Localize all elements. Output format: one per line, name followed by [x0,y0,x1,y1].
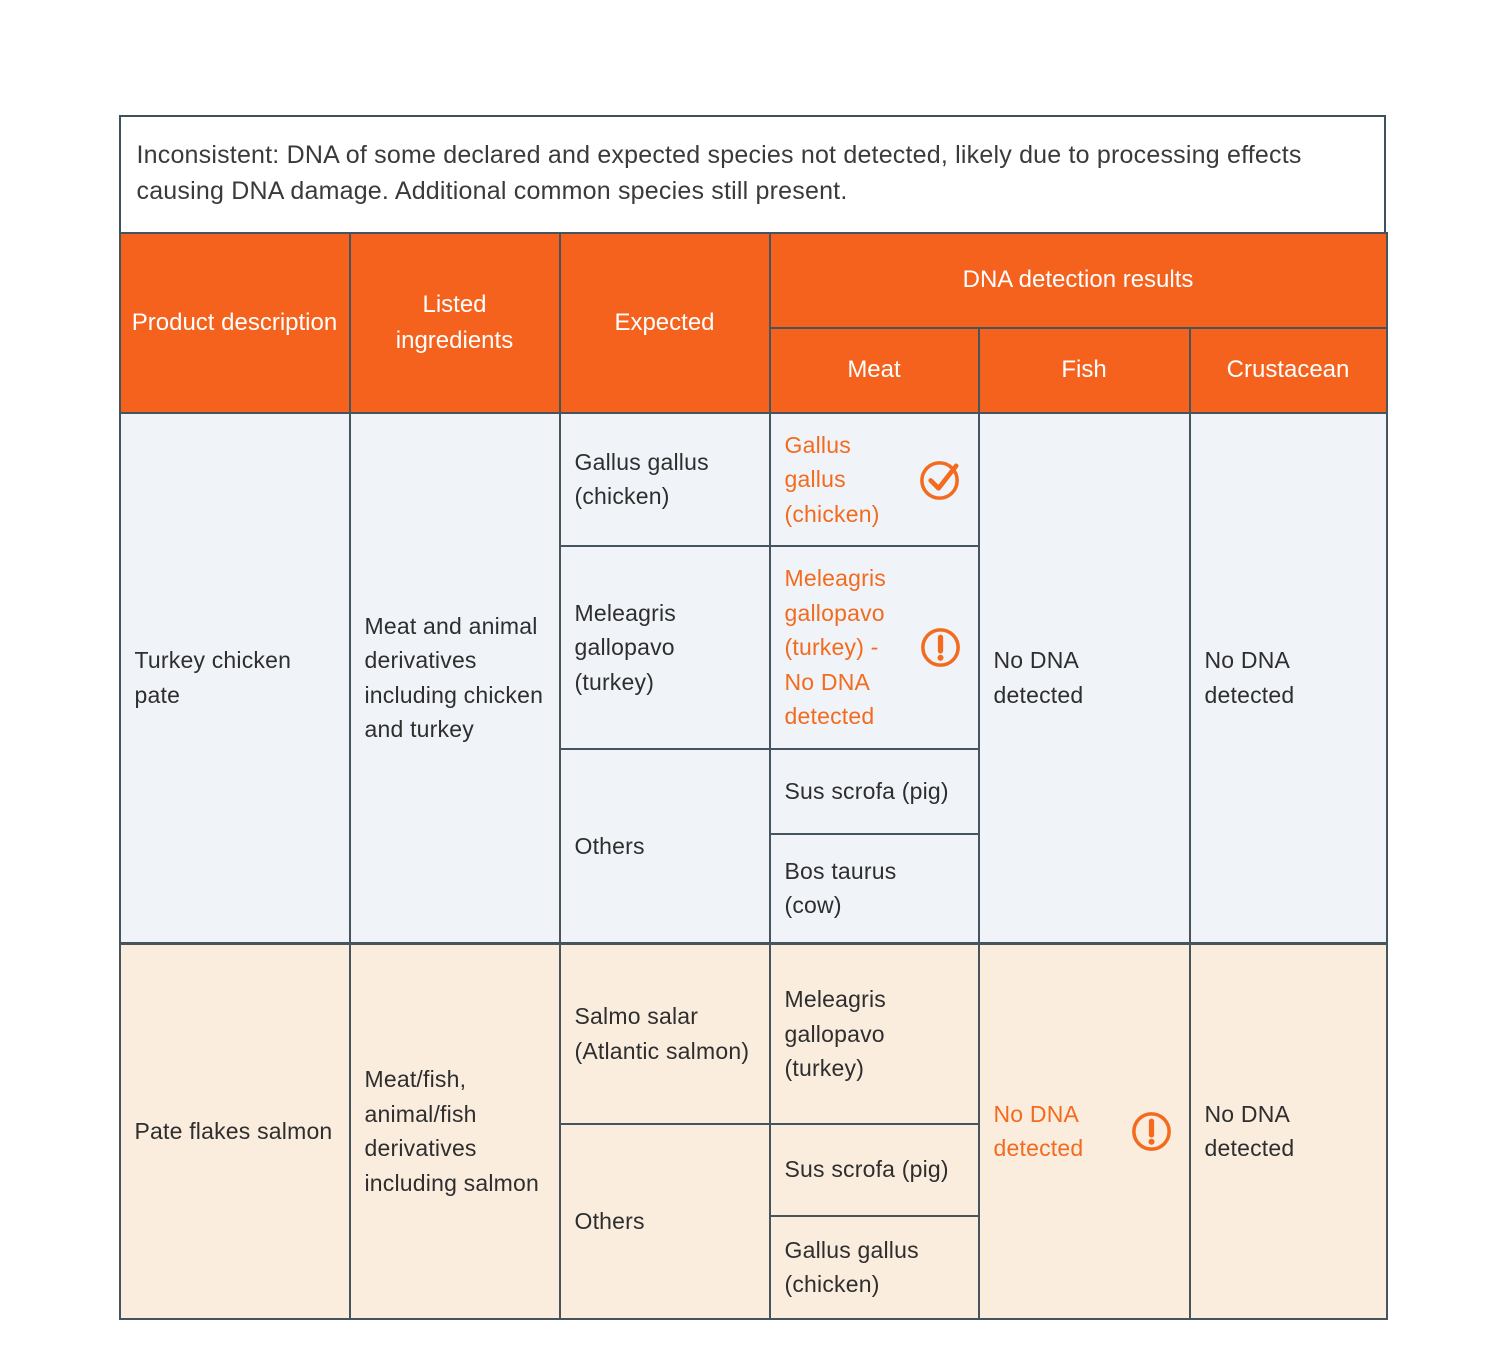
cell-product-name [120,944,350,1319]
cell-meat-result: Bos taurus (cow) [770,834,979,944]
warning-circle-icon [917,624,964,671]
dna-detection-table [119,232,1388,1320]
product-name-text: Turkey chicken pate [134,647,292,708]
warning-circle-icon [1128,1108,1175,1155]
cell-fish-result: No DNA detected [979,413,1190,944]
header-listed-ingredients: Listed ingredients [350,233,560,413]
check-circle-icon [917,456,964,503]
cell-listed-ingredients [350,413,560,944]
cell-fish-result-warning: No DNA detected [979,944,1190,1319]
cell-expected-species: Gallus gallus (chicken) [560,413,770,547]
header-product-description: Product description [120,233,350,413]
cell-crustacean-result: No DNA detected [1190,944,1387,1319]
table-header [120,233,1387,413]
cell-expected-species: Meleagris gallopavo (turkey) [560,546,770,749]
cell-expected-others: Others [560,1124,770,1319]
listed-ingredients-text: Meat/fish, animal/fish derivatives including salmon [364,1066,540,1196]
cell-meat-result: Gallus gallus (chicken) [770,1216,979,1319]
row-group-turkey-chicken-pate [120,413,1387,944]
cell-meat-result-match: Gallus gallus (chicken) [770,413,979,547]
header-expected: Expected [560,233,770,413]
cell-listed-ingredients [350,944,560,1319]
header-crustacean: Crustacean [1190,328,1387,413]
header-fish: Fish [979,328,1190,413]
inconsistency-note [119,115,1386,232]
row-group-pate-flakes-salmon [120,944,1387,1319]
cell-meat-result: Sus scrofa (pig) [770,1124,979,1216]
inconsistency-note-text: Inconsistent: DNA of some declared and expected species not detected, likely due to processing effects causing DNA damage. Additional common species still present. [136,141,1302,206]
product-name-text: Pate flakes salmon [134,1118,333,1144]
cell-meat-result: Meleagris gallopavo (turkey) [770,944,979,1124]
results-sheet [119,115,1386,1320]
cell-meat-result: Sus scrofa (pig) [770,749,979,834]
header-meat: Meat [770,328,979,413]
listed-ingredients-text: Meat and animal derivatives including chicken and turkey [364,612,544,743]
cell-meat-result-warning: Meleagris gallopavo (turkey) - No DNA detected [770,546,979,749]
cell-expected-others: Others [560,749,770,944]
cell-expected-species: Salmo salar (Atlantic salmon) [560,944,770,1124]
cell-crustacean-result: No DNA detected [1190,413,1387,944]
cell-product-name [120,413,350,944]
header-dna-detection-results: DNA detection results [770,233,1387,328]
